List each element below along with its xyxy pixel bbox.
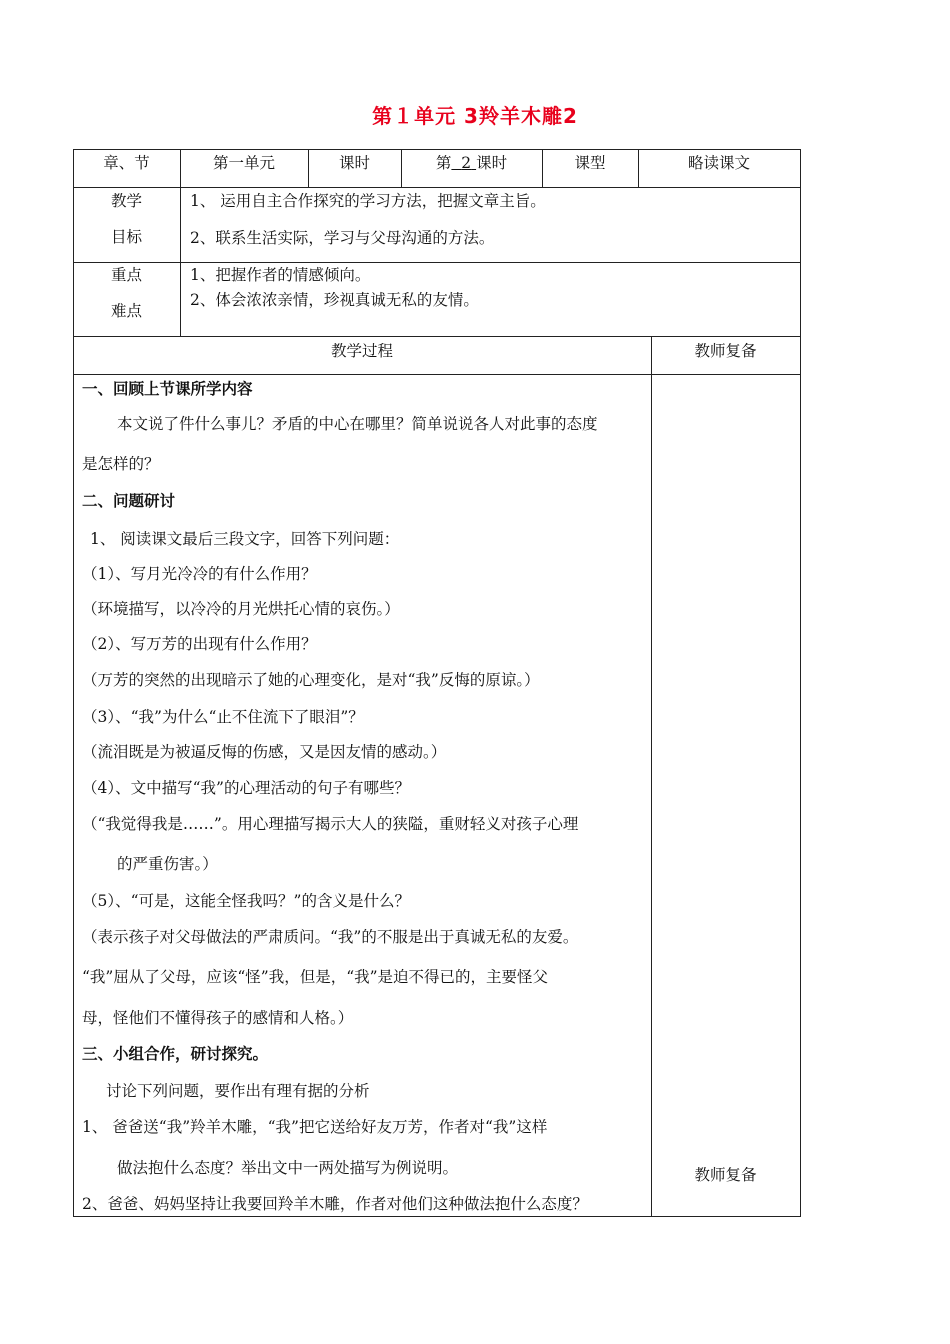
section-2-intro: 1、 阅读课文最后三段文字，回答下列问题： (90, 530, 400, 548)
key-points-label-1: 重点 (110, 266, 142, 284)
chapter-label: 章、节 (103, 154, 150, 172)
table-rule (73, 149, 801, 150)
lesson-plan-table (73, 149, 801, 1217)
lesson-suffix: 课时 (476, 154, 508, 172)
table-rule (800, 149, 801, 1217)
answer-5: （表示孩子对父母做法的严肃质问。“我”的不服是出于真诚无私的友爱。 (82, 928, 579, 946)
section-3-question-1: 做法抱什么态度？举出文中一两处描写为例说明。 (117, 1159, 459, 1177)
section-1-text: 是怎样的？ (82, 455, 160, 473)
goal-item: 1、 运用自主合作探究的学习方法，把握文章主旨。 (190, 192, 546, 210)
goals-label-2: 目标 (110, 228, 142, 246)
lesson-count (401, 153, 542, 173)
question-1: （1）、写月光冷冷的有什么作用？ (82, 565, 317, 583)
answer-3: （流泪既是为被逼反悔的伤感，又是因友情的感动。） (82, 743, 447, 761)
answer-4: （“我觉得我是……”。用心理描写揭示大人的狭隘，重财轻义对孩子心理 (82, 815, 579, 833)
side-header: 教师复备 (694, 342, 757, 360)
table-rule (73, 336, 801, 337)
section-1-title: 一、回顾上节课所学内容 (82, 380, 253, 398)
question-4: （4）、文中描写“我”的心理活动的句子有哪些？ (82, 779, 410, 797)
table-rule (73, 262, 801, 263)
key-point-item: 2、体会浓浓亲情，珍视真诚无私的友情。 (190, 291, 479, 309)
section-3-intro: 讨论下列问题，要作出有理有据的分析 (106, 1082, 370, 1100)
section-2-title: 二、问题研讨 (82, 492, 176, 510)
answer-2: （万芳的突然的出现暗示了她的心理变化，是对“我”反悔的原谅。） (82, 671, 540, 689)
question-2: （2）、写万芳的出现有什么作用？ (82, 635, 317, 653)
table-rule (73, 187, 801, 188)
goal-item: 2、联系生活实际，学习与父母沟通的方法。 (190, 229, 495, 247)
section-3-question-2: 2、爸爸、妈妈坚持让我要回羚羊木雕，作者对他们这种做法抱什么态度？ (82, 1195, 588, 1213)
section-3-title: 三、小组合作，研讨探究。 (82, 1045, 269, 1063)
answer-5: “我”屈从了父母，应该“怪”我，但是，“我”是迫不得已的，主要怪父 (82, 968, 549, 986)
table-rule (73, 374, 801, 375)
question-3: （3）、“我”为什么“止不住流下了眼泪”？ (82, 708, 364, 726)
type-value: 略读课文 (687, 154, 750, 172)
table-rule (73, 1216, 801, 1217)
chapter-value: 第一单元 (212, 154, 275, 172)
process-header: 教学过程 (330, 342, 393, 360)
key-point-item: 1、把握作者的情感倾向。 (190, 266, 371, 284)
answer-1: （环境描写，以冷冷的月光烘托心情的哀伤。） (82, 600, 400, 618)
key-points-label-2: 难点 (110, 302, 142, 320)
section-1-text: 本文说了件什么事儿？矛盾的中心在哪里？简单说说各人对此事的态度 (117, 415, 598, 433)
table-rule (180, 187, 181, 336)
type-label: 课型 (574, 154, 606, 172)
lesson-prefix: 第 (435, 154, 452, 172)
lesson-label: 课时 (338, 154, 370, 172)
side-footer: 教师复备 (694, 1166, 757, 1184)
lesson-number: 2 (461, 154, 472, 172)
question-5: （5）、“可是，这能全怪我吗？”的含义是什么？ (82, 892, 410, 910)
section-3-question-1: 1、 爸爸送“我”羚羊木雕，“我”把它送给好友万芳，作者对“我”这样 (82, 1118, 548, 1136)
answer-5: 母，怪他们不懂得孩子的感情和人格。） (82, 1009, 354, 1027)
page-title: 第１单元 3羚羊木雕2 (372, 104, 578, 128)
table-rule (651, 336, 652, 1216)
goals-label-1: 教学 (110, 192, 142, 210)
answer-4: 的严重伤害。） (117, 855, 218, 873)
